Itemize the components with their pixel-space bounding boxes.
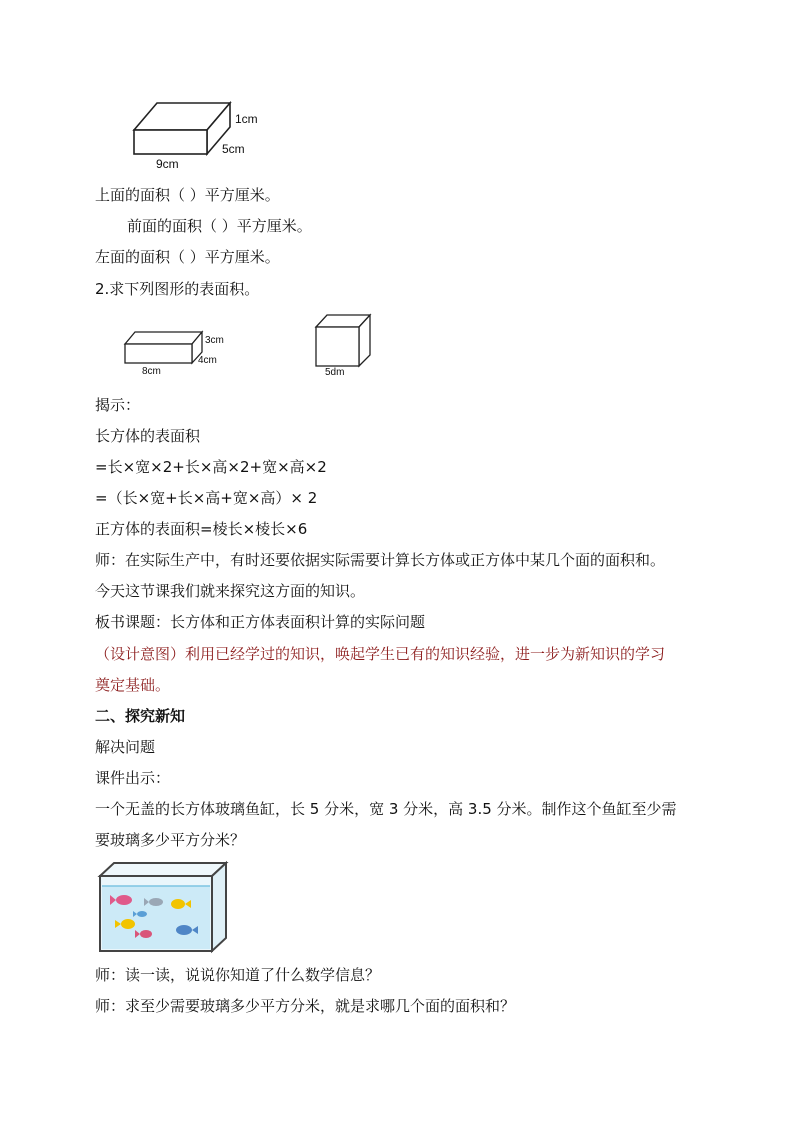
- design-intent-a: （设计意图）利用已经学过的知识，唤起学生已有的知识经验，进一步为新知识的学习: [95, 645, 666, 663]
- problem-text-a: 一个无盖的长方体玻璃鱼缸，长 5 分米，宽 3 分米，高 3.5 分米。制作这个鱼缸至少需: [95, 800, 677, 818]
- cuboid-area-label: 长方体的表面积: [95, 427, 201, 445]
- length-label-1: 9cm: [156, 157, 179, 171]
- edge-label: 5dm: [325, 367, 345, 378]
- length-label-2: 8cm: [142, 366, 161, 377]
- cuboid-figure-1: [130, 100, 280, 175]
- fish-tank-drawing: [98, 860, 228, 954]
- height-label-1: 1cm: [235, 112, 258, 126]
- teacher-paragraph-2: 师：读一读，说说你知道了什么数学信息？: [95, 966, 381, 984]
- question-top-area: 上面的面积（ ）平方厘米。: [95, 186, 280, 204]
- solve-heading: 解决问题: [95, 738, 156, 756]
- cube-drawing: [312, 313, 374, 369]
- height-label-2: 3cm: [205, 335, 224, 346]
- formula-line-1: =长×宽×2+长×高×2+宽×高×2: [95, 458, 327, 476]
- design-intent-b: 奠定基础。: [95, 676, 171, 694]
- teacher-paragraph-1a: 师：在实际生产中，有时还要依据实际需要计算长方体或正方体中某几个面的面积和。: [95, 551, 666, 569]
- teacher-paragraph-3: 师：求至少需要玻璃多少平方分米，就是求哪几个面的面积和？: [95, 997, 516, 1015]
- cube-formula: 正方体的表面积=棱长×棱长×6: [95, 520, 308, 538]
- courseware-label: 课件出示：: [95, 769, 171, 787]
- cube-figure: [312, 313, 382, 381]
- question-left-area: 左面的面积（ ）平方厘米。: [95, 248, 280, 266]
- cuboid-figure-2: [122, 328, 232, 380]
- question-2-title: 2.求下列图形的表面积。: [95, 280, 260, 298]
- width-label-2: 4cm: [198, 355, 217, 366]
- formula-line-2: =（长×宽+长×高+宽×高）× 2: [95, 489, 318, 507]
- cuboid-drawing-2: [122, 328, 204, 368]
- problem-text-b: 要玻璃多少平方分米？: [95, 831, 246, 849]
- question-front-area: 前面的面积（ ）平方厘米。: [127, 217, 312, 235]
- section-heading: 二、探究新知: [95, 707, 186, 725]
- width-label-1: 5cm: [222, 142, 245, 156]
- reveal-label: 揭示：: [95, 396, 141, 414]
- teacher-paragraph-1b: 今天这节课我们就来探究这方面的知识。: [95, 582, 366, 600]
- fish-tank-image: [98, 860, 228, 955]
- board-title: 板书课题：长方体和正方体表面积计算的实际问题: [95, 613, 426, 631]
